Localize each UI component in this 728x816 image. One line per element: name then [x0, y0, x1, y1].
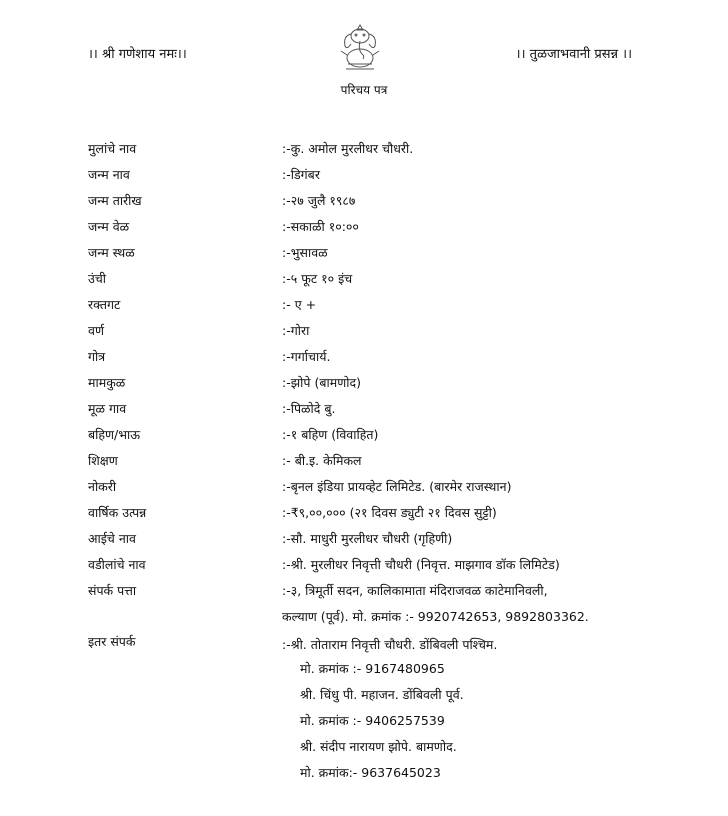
field-label: मुलांचे नाव	[88, 141, 137, 156]
field-value: :- बी.इ. केमिकल	[282, 453, 362, 468]
field-label: जन्म नाव	[88, 167, 130, 182]
header-left-invocation: ।। श्री गणेशाय नमः।।	[88, 47, 187, 62]
other-contact-label: इतर संपर्क	[88, 634, 136, 649]
field-label: जन्म तारीख	[88, 193, 142, 208]
field-row	[0, 192, 728, 218]
field-row	[0, 400, 728, 426]
field-row	[0, 270, 728, 296]
field-value: :-गोरा	[282, 323, 310, 338]
field-value: :-सौ. माधुरी मुरलीधर चौधरी (गृहिणी)	[282, 531, 453, 546]
field-label: जन्म वेळ	[88, 219, 130, 234]
field-row	[0, 244, 728, 270]
address-continuation: कल्याण (पूर्व). मो. क्रमांक :- 9920742653, 9892803362.	[282, 609, 589, 624]
other-contact-line: मो. क्रमांक :- 9406257539	[300, 713, 445, 728]
field-label: वडीलांचे नाव	[88, 557, 146, 572]
field-value: :-३, त्रिमूर्ती सदन, कालिकामाता मंदिराजवळ काटेमानिवली,	[282, 583, 548, 598]
field-value: :- ए +	[282, 297, 317, 312]
field-value: :-श्री. मुरलीधर निवृत्ती चौधरी (निवृत्त. माझगाव डॉक लिमिटेड)	[282, 557, 560, 572]
field-value: :-२७ जुलै १९८७	[282, 193, 356, 208]
ganesha-emblem-icon	[336, 22, 384, 74]
field-value: :-१ बहिण (विवाहित)	[282, 427, 379, 442]
field-label: गोत्र	[88, 349, 106, 364]
field-label: आईचे नाव	[88, 531, 136, 546]
field-value: :-५ फूट १० इंच	[282, 271, 353, 286]
field-label: मूळ गाव	[88, 401, 127, 416]
field-row	[0, 556, 728, 582]
field-label: नोकरी	[88, 479, 117, 494]
field-value: :-झोपे (बामणोद)	[282, 375, 361, 390]
field-label: बहिण/भाऊ	[88, 427, 141, 442]
header-right-invocation: ।। तुळजाभवानी प्रसन्न ।।	[515, 47, 632, 62]
field-row	[0, 322, 728, 348]
field-row	[0, 348, 728, 374]
field-label: वर्ण	[88, 323, 104, 338]
field-row	[0, 478, 728, 504]
field-row	[0, 218, 728, 244]
field-value: :-कु. अमोल मुरलीधर चौधरी.	[282, 141, 414, 156]
field-value: :-गर्गाचार्य.	[282, 349, 331, 364]
field-row	[0, 426, 728, 452]
field-label: उंची	[88, 271, 107, 286]
field-label: संपर्क पत्ता	[88, 583, 137, 598]
field-value: :-बृनल इंडिया प्रायव्हेट लिमिटेड. (बारमेर राजस्थान)	[282, 479, 512, 494]
other-contact-line: मो. क्रमांक:- 9637645023	[300, 765, 441, 780]
page-title: परिचय पत्र	[340, 83, 388, 97]
field-row	[0, 530, 728, 556]
other-contact-row	[0, 633, 728, 659]
field-label: शिक्षण	[88, 453, 118, 468]
other-contact-line: श्री. चिंधु पी. महाजन. डोंबिवली पूर्व.	[300, 687, 464, 702]
field-value: :-डिगंबर	[282, 167, 320, 182]
other-contact-line: मो. क्रमांक :- 9167480965	[300, 661, 445, 676]
field-value: :-पिळोदे बु.	[282, 401, 336, 416]
field-row	[0, 374, 728, 400]
other-contact-first: :-श्री. तोताराम निवृत्ती चौधरी. डोंबिवली पश्चिम.	[282, 637, 498, 652]
field-label: वार्षिक उत्पन्न	[88, 505, 147, 520]
field-label: मामकुळ	[88, 375, 126, 390]
field-row	[0, 504, 728, 530]
field-label: जन्म स्थळ	[88, 245, 135, 260]
field-value: :-सकाळी १०:००	[282, 219, 359, 234]
other-contact-line: श्री. संदीप नारायण झोपे. बामणोद.	[300, 739, 457, 754]
field-row	[0, 296, 728, 322]
field-label: रक्तगट	[88, 297, 121, 312]
field-value: :-₹९,००,००० (२१ दिवस ड्युटी २१ दिवस सुट्टी)	[282, 505, 497, 520]
field-row	[0, 452, 728, 478]
field-row	[0, 140, 728, 166]
field-value: :-भुसावळ	[282, 245, 328, 260]
field-row	[0, 166, 728, 192]
field-row	[0, 582, 728, 608]
